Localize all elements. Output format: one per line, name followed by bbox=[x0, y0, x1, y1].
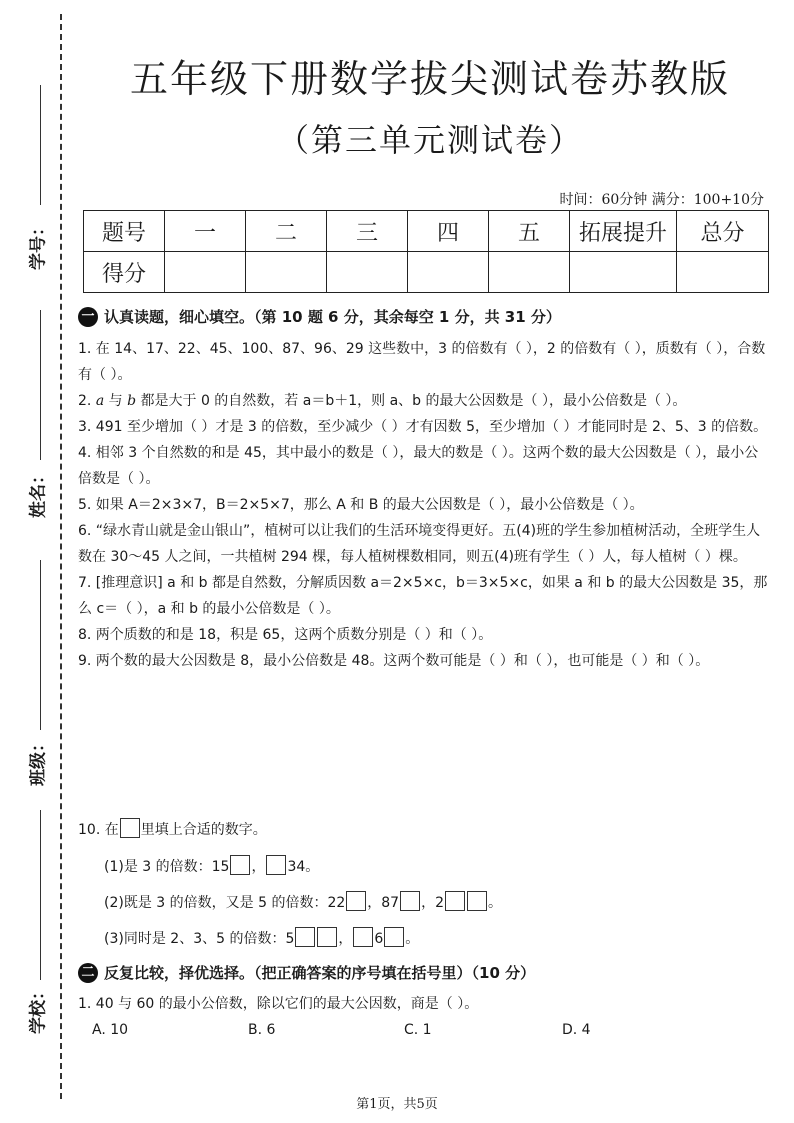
school-label: 学校： bbox=[28, 983, 49, 1034]
question-9: 9. 两个数的最大公因数是 8，最小公倍数是 48。这两个数可能是（ ）和（ ），也可能是（ ）和（ ）。 bbox=[78, 653, 710, 669]
question-4: 4. 相邻 3 个自然数的和是 45，其中最小的数是（ ），最大的数是（ ）。这两个数的最大公因数是（ ），最小公倍数是（ ）。 bbox=[78, 445, 759, 487]
score-cell[interactable] bbox=[677, 252, 769, 293]
student-id-fill-line bbox=[40, 85, 41, 205]
score-row-label: 得分 bbox=[84, 252, 165, 293]
score-header-cell: 拓展提升 bbox=[570, 211, 677, 252]
answer-box[interactable] bbox=[295, 927, 315, 947]
exam-meta: 时间：60分钟 满分：100+10分 bbox=[559, 192, 764, 208]
choice-question-1: 1. 40 与 60 的最小公倍数，除以它们的最大公因数，商是（ ）。 bbox=[78, 996, 479, 1012]
score-header-cell: 二 bbox=[246, 211, 327, 252]
question-3: 3. 491 至少增加（ ）才是 3 的倍数，至少减少（ ）才有因数 5，至少增加（ ）才能同时是 2、5、3 的倍数。 bbox=[78, 419, 768, 435]
answer-box[interactable] bbox=[353, 927, 373, 947]
student-id-label: 学号： bbox=[28, 219, 49, 270]
binding-dashed-line bbox=[60, 14, 62, 1099]
question-5: 5. 如果 A＝2×3×7，B＝2×5×7，那么 A 和 B 的最大公因数是（ ），最小公倍数是（ ）。 bbox=[78, 497, 644, 513]
score-header-cell: 四 bbox=[408, 211, 489, 252]
question-6: 6. “绿水青山就是金山银山”，植树可以让我们的生活环境变得更好。五(4)班的学生参加植树活动，全班学生人数在 30～45 人之间，一共植树 294 棵，每人植树棵数相同，则五(4)班有学生（ ）人，每人植树（ ）棵。 bbox=[78, 523, 761, 565]
question-1: 1. 在 14、17、22、45、100、87、96、29 这些数中，3 的倍数有（ ），2 的倍数有（ ），质数有（ ），合数有（ ）。 bbox=[78, 341, 766, 383]
class-fill-line bbox=[40, 560, 41, 730]
answer-box[interactable] bbox=[266, 855, 286, 875]
score-header-cell: 三 bbox=[327, 211, 408, 252]
score-cell[interactable] bbox=[489, 252, 570, 293]
answer-box[interactable] bbox=[230, 855, 250, 875]
question-2: 2. a 与 b 都是大于 0 的自然数，若 a＝b＋1，则 a、b 的最大公因数是（ ），最小公倍数是（ ）。 bbox=[78, 393, 687, 409]
section-1-badge: 一 bbox=[78, 307, 98, 327]
score-table-header-row bbox=[84, 211, 769, 252]
option-c: C. 1 bbox=[404, 1022, 432, 1038]
score-cell[interactable] bbox=[165, 252, 246, 293]
answer-box[interactable] bbox=[120, 818, 140, 838]
question-list bbox=[78, 336, 770, 674]
name-label: 姓名： bbox=[28, 467, 49, 518]
question-10-2: (2)既是 3 的倍数，又是 5 的倍数：22 ，87 ，2 。 bbox=[104, 890, 794, 916]
section-2-heading bbox=[78, 962, 535, 983]
question-10-1: (1)是 3 的倍数：15 ， 34。 bbox=[104, 854, 794, 880]
score-cell[interactable] bbox=[327, 252, 408, 293]
answer-box[interactable] bbox=[400, 891, 420, 911]
score-table bbox=[83, 210, 769, 293]
question-8: 8. 两个质数的和是 18，积是 65，这两个质数分别是（ ）和（ ）。 bbox=[78, 627, 493, 643]
section-1-heading bbox=[78, 306, 561, 327]
score-header-cell: 总分 bbox=[677, 211, 769, 252]
score-header-cell: 题号 bbox=[84, 211, 165, 252]
answer-box[interactable] bbox=[346, 891, 366, 911]
class-label: 班级： bbox=[28, 735, 49, 786]
name-fill-line bbox=[40, 310, 41, 460]
section-1-heading-text: 认真读题，细心填空。（第 10 题 6 分，其余每空 1 分，共 31 分） bbox=[104, 308, 561, 326]
page-subtitle: （第三单元测试卷） bbox=[276, 121, 583, 159]
score-cell[interactable] bbox=[408, 252, 489, 293]
answer-box[interactable] bbox=[445, 891, 465, 911]
answer-box[interactable] bbox=[384, 927, 404, 947]
score-cell[interactable] bbox=[570, 252, 677, 293]
page-title: 五年级下册数学拔尖测试卷苏教版 bbox=[129, 57, 730, 101]
score-table-score-row bbox=[84, 252, 769, 293]
answer-box[interactable] bbox=[317, 927, 337, 947]
option-b: B. 6 bbox=[248, 1022, 276, 1038]
answer-box[interactable] bbox=[467, 891, 487, 911]
section-2-badge: 二 bbox=[78, 963, 98, 983]
question-7: 7. [推理意识] a 和 b 都是自然数，分解质因数 a＝2×5×c，b＝3×5×c，如果 a 和 b 的最大公因数是 35，那么 c＝（ ），a 和 b 的最小公倍数是（ ）。 bbox=[78, 575, 768, 617]
question-10-3: (3)同时是 2、3、5 的倍数：5 ， 6 。 bbox=[104, 926, 794, 952]
question-10: 10. 在 里填上合适的数字。 bbox=[78, 817, 770, 843]
score-header-cell: 一 bbox=[165, 211, 246, 252]
page-footer: 第1页，共5页 bbox=[356, 1097, 438, 1112]
school-fill-line bbox=[40, 810, 41, 980]
option-a: A. 10 bbox=[92, 1022, 129, 1038]
score-header-cell: 五 bbox=[489, 211, 570, 252]
option-d: D. 4 bbox=[562, 1022, 591, 1038]
section-2-heading-text: 反复比较，择优选择。（把正确答案的序号填在括号里）（10 分） bbox=[104, 964, 536, 982]
score-cell[interactable] bbox=[246, 252, 327, 293]
